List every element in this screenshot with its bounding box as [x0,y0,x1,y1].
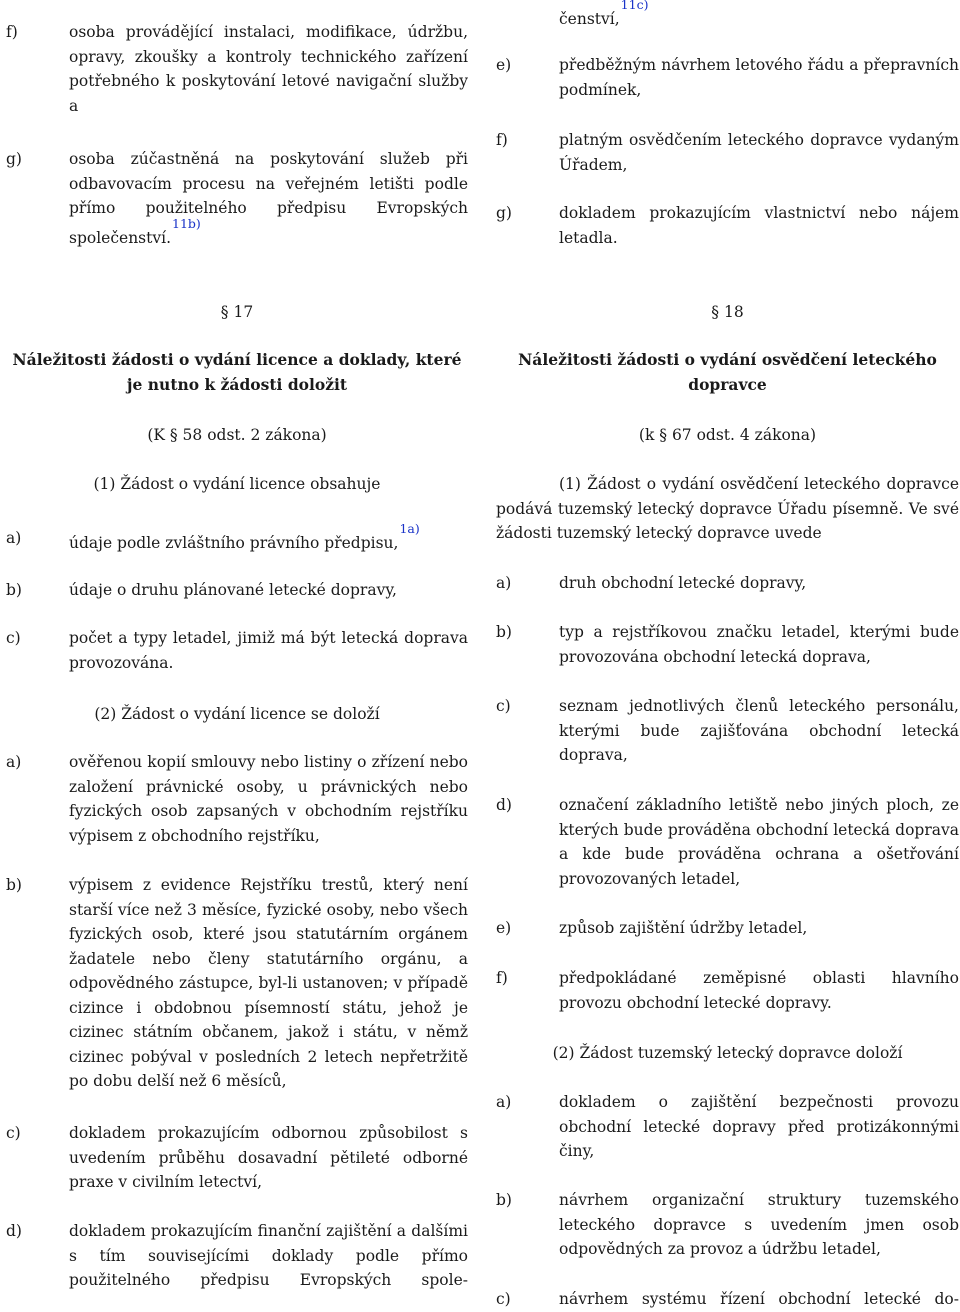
list-item [6,20,468,118]
list-item [496,916,959,941]
item-label: d) [496,796,512,814]
item-label: b) [6,876,22,894]
section-title: Náležitosti žádosti o vydání licence a doklady, které je nutno k žádosti doložit [12,350,462,394]
list-item [496,694,959,768]
list-item [496,1287,959,1312]
item-text: předpokládané zeměpisné oblasti hlavního provozu obchodní letecké dopravy. [559,969,959,1012]
item-text: ověřenou kopií smlouvy nebo listiny o zřízení nebo založení právnické osoby, u právnických nebo fyzických osob zapsaných v obchodním rejstříku výpisem z obchodního rejstříku, [69,753,468,845]
paragraph-intro: (2) Žádost tuzemský letecký dopravce doloží [552,1044,903,1062]
item-text: dokladem o zajištění bezpečnosti provozu obchodní letecké dopravy před protizákonnými činy, [559,1093,959,1160]
section-number: § 18 [711,303,744,321]
item-text [69,521,468,556]
item-label: e) [496,56,512,74]
item-text: označení základního letiště nebo jiných ploch, ze kterých bude prováděna obchodní letecká doprava a kde bude prováděna ochrana a ošetřování provozovaných letadel, [559,796,959,888]
continued-text [496,2,959,32]
paragraph-intro: (1) Žádost o vydání licence obsahuje [93,475,381,493]
list-item [6,626,468,675]
item-text: dokladem prokazujícím odbornou způsobilost s uvedením průběhu dosavadní pětileté odborné praxe v civilním letectví, [69,1124,468,1191]
section-reference: (K § 58 odst. 2 zákona) [147,426,327,444]
item-label: c) [6,1124,21,1142]
footnote-link[interactable]: 11c) [620,0,649,12]
list-item [6,1121,468,1195]
list-item [496,53,959,102]
list-item [6,147,468,250]
item-text: seznam jednotlivých členů leteckého personálu, kterými bude zajišťována obchodní letecká doprava, [559,697,959,764]
item-text-body: údaje podle zvláštního právního předpisu, [69,534,399,553]
footnote-link[interactable]: 11b) [172,215,201,231]
item-text-body: osoba zúčastněná na poskytování služeb při odbavovacím procesu na veřejném letišti podle přímo použitelného předpisu Evropských společenství. [69,150,468,247]
item-text: návrhem organizační struktury tuzemského leteckého dopravce s uvedením jmen osob odpovědných za provoz a údržbu letadel, [559,1191,959,1258]
item-text [69,147,468,250]
continued-text-body: čenství, [559,10,620,29]
item-text: předběžným návrhem letového řádu a přepravních podmínek, [559,56,959,99]
item-label: d) [6,1222,22,1240]
paragraph-intro: (1) Žádost o vydání osvědčení leteckého dopravce podává tuzemský letecký dopravce Úřadu písemně. Ve své žádosti tuzemský letecký dopravce uvede [496,475,959,542]
item-label: b) [6,581,22,599]
item-label: g) [6,150,22,168]
item-label: c) [496,1290,511,1308]
paragraph-intro: (2) Žádost o vydání licence se doloží [94,705,380,723]
item-label: e) [496,919,512,937]
item-text: způsob zajištění údržby letadel, [559,919,808,937]
item-label: a) [6,529,22,547]
footnote-link[interactable]: 1a) [399,521,420,536]
list-item [496,571,959,596]
list-item [496,966,959,1015]
item-text: výpisem z evidence Rejstříku trestů, který není starší více než 3 měsíce, fyzické osoby, nebo všech fyzických osob, které jsou statutárním orgánem žadatele nebo členy statutárního orgánu, a odpovědného zástupce, byl-li ustanoven; v případě cizince i obdobnou písemností státu, jehož je cizinec státním občanem, jakož i státu, v němž cizinec pobýval v posledních 2 letech nepřetržitě po dobu delší než 6 měsíců, [69,876,468,1090]
item-text: osoba provádějící instalaci, modifikace, údržbu, opravy, zkoušky a kontroly technického zařízení potřebného k poskytování letové navigační služby a [69,23,468,115]
item-text: typ a rejstříkovou značku letadel, kterými bude provozována obchodní letecká doprava, [559,623,959,666]
item-text: počet a typy letadel, jimiž má být letecká doprava provozována. [69,629,468,672]
list-item [6,1219,468,1293]
item-text: platným osvědčením leteckého dopravce vydaným Úřadem, [559,131,959,174]
list-item [496,1188,959,1262]
section-reference: (k § 67 odst. 4 zákona) [638,426,817,444]
list-item [6,521,468,556]
item-text: návrhem systému řízení obchodní letecké do- [559,1290,959,1308]
item-label: a) [496,574,512,592]
list-item [6,578,468,603]
item-label: a) [496,1093,512,1111]
list-item [496,201,959,250]
item-label: f) [496,131,508,149]
item-label: f) [496,969,508,987]
item-text: druh obchodní letecké dopravy, [559,574,807,592]
item-label: g) [496,204,512,222]
list-item [6,750,468,848]
item-label: c) [6,629,21,647]
list-item [496,1090,959,1164]
item-label: b) [496,623,512,641]
item-label: c) [496,697,511,715]
item-text: dokladem prokazujícím vlastnictví nebo nájem letadla. [559,204,959,247]
section-title: Náležitosti žádosti o vydání osvědčení leteckého dopravce [518,350,937,394]
list-item [496,128,959,177]
item-label: b) [496,1191,512,1209]
item-label: f) [6,23,18,41]
item-text: dokladem prokazujícím finanční zajištění a dalšími s tím souvisejícími doklady podle přímo použitelného předpisu Evropských spole- [69,1222,468,1289]
list-item [6,873,468,1094]
item-text: údaje o druhu plánované letecké dopravy, [69,581,397,599]
section-number: § 17 [220,303,254,321]
list-item [496,793,959,891]
item-label: a) [6,753,22,771]
list-item [496,620,959,669]
